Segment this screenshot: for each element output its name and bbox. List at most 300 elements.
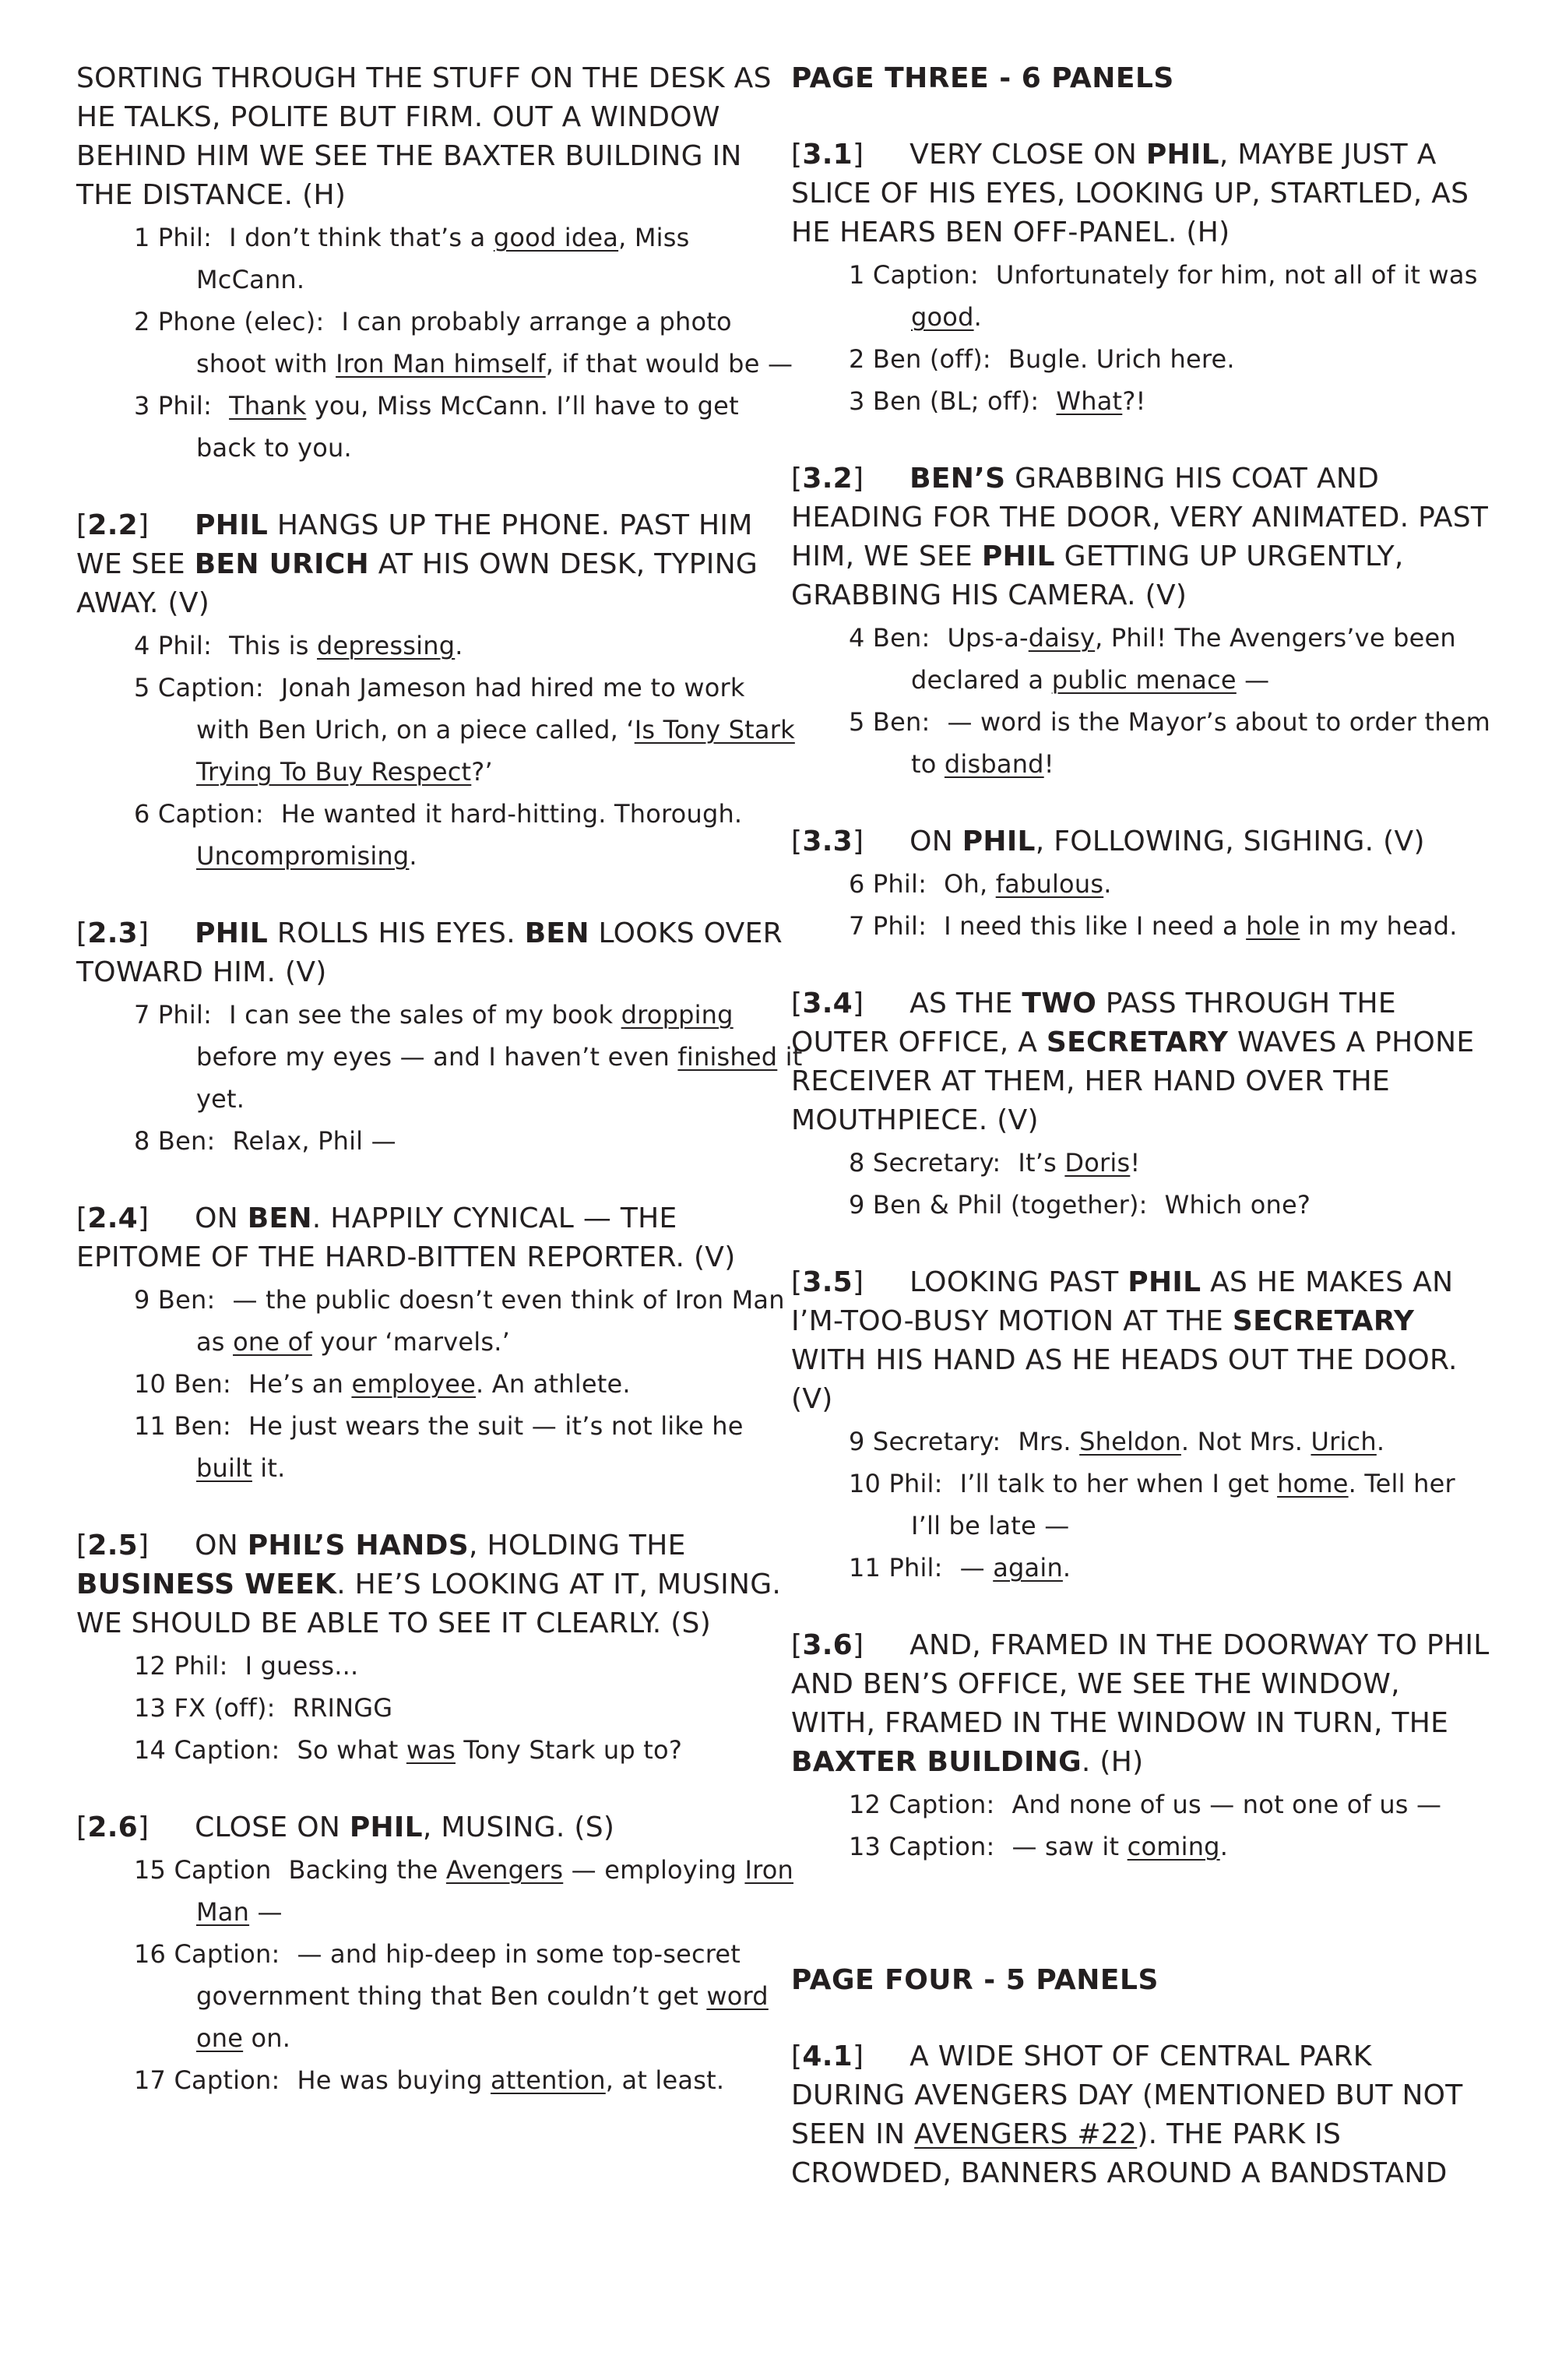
dialogue-line (791, 863, 1492, 905)
dialogue-text (196, 799, 742, 871)
dialogue-text (911, 1469, 1455, 1540)
text-run: Oh, (944, 869, 996, 899)
text-run: , MAYBE JUST A SLICE OF HIS EYES, LOOKING UP, STARTLED, AS HE HEARS BEN OFF-PANEL. (H) (791, 139, 1469, 248)
speaker-label: 12 Caption: (849, 1790, 995, 1819)
speaker-label: 16 Caption: (134, 1939, 280, 1969)
underlined-text: public menace (1051, 665, 1237, 695)
speaker-label: 3 Phil: (134, 391, 213, 421)
dialogue-text (944, 869, 1112, 899)
bracket-close: ] (853, 139, 910, 171)
bracket-close: ] (138, 1530, 195, 1561)
text-run: AS THE (909, 988, 1022, 1019)
panel-description (76, 1199, 804, 1277)
text-run: Tony Stark up to? (455, 1735, 683, 1765)
text-run: ). THE PARK IS CROWDED, BANNERS AROUND A BANDSTAND (791, 2118, 1448, 2189)
panel-number: 3.5 (802, 1266, 853, 1298)
panel-description (791, 459, 1492, 615)
speaker-label: 1 Caption: (849, 260, 979, 290)
bracket-open: [ (791, 139, 803, 171)
bold-text: PHIL (1128, 1266, 1201, 1298)
text-run: . HAPPILY CYNICAL — THE EPITOME OF THE HARD-BITTEN REPORTER. (V) (76, 1202, 736, 1273)
bracket-close: ] (853, 826, 910, 857)
dialogue-text (229, 631, 463, 660)
dialogue-text (196, 673, 795, 787)
panel-number: 3.1 (802, 139, 853, 171)
panel-lines (76, 1645, 804, 1771)
dialogue-text (911, 260, 1478, 332)
panel-lines (76, 1849, 804, 2101)
bold-text: PHIL (1145, 139, 1219, 171)
bracket-close: ] (853, 1266, 910, 1298)
text-run: ON (909, 826, 962, 857)
panel-number: 2.4 (87, 1202, 139, 1234)
bold-text: PHIL (962, 826, 1036, 857)
text-run: . Tell her I’ll be late — (911, 1469, 1455, 1540)
text-run: it yet. (196, 1042, 803, 1114)
speaker-label: 2 Phone (elec): (134, 307, 325, 336)
text-run: WITH HIS HAND AS HE HEADS OUT THE DOOR. (V) (791, 1344, 1458, 1415)
text-run: Jonah Jameson had hired me to work with Ben Urich, on a piece called, ‘ (196, 673, 745, 745)
text-run: A WIDE SHOT OF CENTRAL PARK DURING AVENGERS DAY (MENTIONED BUT NOT SEEN IN (791, 2040, 1463, 2150)
underlined-text: home (1277, 1469, 1349, 1498)
page-four-heading: PAGE FOUR - 5 PANELS (791, 1964, 1159, 1996)
text-run: — (959, 1553, 994, 1583)
text-run: , HOLDING THE (468, 1530, 686, 1561)
dialogue-text (248, 1369, 631, 1399)
text-run: . (455, 631, 463, 660)
underlined-text: fabulous (995, 869, 1104, 899)
text-run: — word is the Mayor’s about to order them to (911, 707, 1490, 779)
speaker-label: 12 Phil: (134, 1651, 228, 1681)
text-run: on. (243, 2023, 291, 2053)
dialogue-text (293, 1693, 393, 1723)
underlined-text: good idea (493, 223, 619, 252)
panel-number: 4.1 (802, 2040, 853, 2072)
bracket-close: ] (853, 2040, 910, 2072)
bold-text: BEN URICH (194, 548, 369, 580)
speaker-label: 15 Caption (134, 1855, 272, 1885)
panel-3-3 (791, 822, 1492, 947)
underlined-text: attention (490, 2065, 606, 2095)
text-run: It’s (1018, 1148, 1065, 1178)
text-run: ! (1130, 1148, 1141, 1178)
panel-2-3 (76, 914, 804, 1162)
underlined-text: employee (351, 1369, 476, 1399)
bold-text: BAXTER BUILDING (791, 1746, 1082, 1778)
bold-text: PHIL (195, 917, 269, 949)
text-run: I guess... (245, 1651, 359, 1681)
dialogue-line (76, 1687, 804, 1729)
bracket-open: [ (791, 463, 803, 495)
dialogue-text (232, 1126, 396, 1156)
page-three-heading: PAGE THREE - 6 PANELS (791, 62, 1174, 94)
panel-description (791, 822, 1492, 861)
bracket-close: ] (853, 988, 910, 1019)
text-run: Backing the (288, 1855, 446, 1885)
bold-text: BEN (524, 917, 589, 949)
underlined-text: AVENGERS #22 (914, 2118, 1138, 2150)
bold-text: PHIL’S HANDS (247, 1530, 469, 1561)
text-run: — employing (563, 1855, 745, 1885)
panel-number: 2.5 (87, 1530, 139, 1561)
text-run: your ‘marvels.’ (311, 1327, 510, 1357)
dialogue-text (1011, 1790, 1441, 1819)
underlined-text: built (196, 1453, 252, 1483)
dialogue-line (791, 617, 1492, 701)
dialogue-line (76, 1363, 804, 1405)
text-run: . HE’S LOOKING AT IT, MUSING. WE SHOULD BE ABLE TO SEE IT CLEARLY. (S) (76, 1568, 782, 1639)
text-run: . (409, 841, 417, 871)
text-run: — and hip-deep in some top-secret government thing that Ben couldn’t get (196, 1939, 741, 2011)
text-run: AND, FRAMED IN THE DOORWAY TO PHIL AND BEN’S OFFICE, WE SEE THE WINDOW, WITH, FRAMED IN THE WINDOW IN TURN, THE (791, 1629, 1490, 1739)
speaker-label: 8 Secretary: (849, 1148, 1001, 1178)
text-run: I don’t think that’s a (229, 223, 494, 252)
dialogue-text (1056, 386, 1145, 416)
text-run: This is (229, 631, 317, 660)
underlined-text: again (993, 1553, 1063, 1583)
panel-number: 3.4 (802, 988, 853, 1019)
dialogue-line (76, 1120, 804, 1162)
bracket-open: [ (76, 509, 88, 541)
page-three-panels (791, 136, 1492, 1868)
panel-lines (791, 863, 1492, 947)
dialogue-line (791, 1825, 1492, 1868)
speaker-label: 10 Ben: (134, 1369, 231, 1399)
text-run: . An athlete. (476, 1369, 631, 1399)
speaker-label: 9 Secretary: (849, 1427, 1001, 1456)
panel-4-1 (791, 2037, 1492, 2193)
underlined-text: Iron Man himself (336, 349, 546, 378)
text-run: in my head. (1300, 911, 1458, 941)
text-run: it. (252, 1453, 286, 1483)
underlined-text: daisy (1028, 623, 1096, 653)
dialogue-text (196, 1939, 769, 2053)
dialogue-line (791, 1783, 1492, 1825)
text-run: ON (195, 1530, 248, 1561)
page-four-panels (791, 2037, 1492, 2193)
panel-3-5 (791, 1263, 1492, 1589)
text-run: He wanted it hard-hitting. Thorough. (280, 799, 743, 829)
speaker-label: 17 Caption: (134, 2065, 280, 2095)
panel-description (791, 984, 1492, 1140)
text-run: you, Miss McCann. I’ll have to get back to you. (196, 391, 739, 463)
underlined-text: Sheldon (1079, 1427, 1181, 1456)
dialogue-text (196, 1855, 793, 1927)
text-run: PASS THROUGH THE OUTER OFFICE, A (791, 988, 1396, 1058)
text-run: — saw it (1011, 1832, 1128, 1861)
text-run: CLOSE ON (195, 1811, 350, 1843)
text-run: . (1062, 1553, 1071, 1583)
speaker-label: 5 Ben: (849, 707, 931, 737)
speaker-label: 13 FX (off): (134, 1693, 276, 1723)
bracket-open: [ (791, 1266, 803, 1298)
text-run: He’s an (248, 1369, 352, 1399)
underlined-text: word one (196, 1981, 769, 2053)
bold-text: BEN (247, 1202, 312, 1234)
dialogue-text (911, 707, 1490, 779)
speaker-label: 10 Phil: (849, 1469, 943, 1498)
panel-number: 3.2 (802, 463, 853, 495)
left-panels (76, 506, 804, 2101)
bracket-close: ] (853, 1629, 910, 1661)
speaker-label: 6 Caption: (134, 799, 264, 829)
speaker-label: 3 Ben (BL; off): (849, 386, 1040, 416)
text-run: , at least. (605, 2065, 725, 2095)
text-run: , if that would be — (545, 349, 793, 378)
dialogue-line (76, 217, 804, 301)
text-run: . (973, 302, 982, 332)
text-run: I can probably arrange a photo shoot with (196, 307, 732, 378)
bracket-open: [ (791, 988, 803, 1019)
text-run: WAVES A PHONE RECEIVER AT THEM, HER HAND OVER THE MOUTHPIECE. (V) (791, 1026, 1475, 1136)
underlined-text: finished (677, 1042, 778, 1072)
dialogue-line (76, 625, 804, 667)
bold-text: BUSINESS WEEK (76, 1568, 337, 1600)
text-run: HANGS UP THE PHONE. PAST HIM WE SEE (76, 509, 753, 580)
underlined-text: coming (1127, 1832, 1220, 1861)
text-run: ON (195, 1202, 248, 1234)
bold-text: PHIL (349, 1811, 423, 1843)
text-run: AT HIS OWN DESK, TYPING AWAY. (V) (76, 548, 758, 619)
underlined-text: What (1056, 386, 1123, 416)
text-run: I can see the sales of my book (229, 1000, 621, 1030)
panel-description (76, 506, 804, 623)
text-run: ! (1043, 749, 1054, 779)
text-run: RRINGG (292, 1693, 393, 1723)
panel-lines (76, 625, 804, 877)
text-run: , FOLLOWING, SIGHING. (V) (1035, 826, 1425, 857)
intro-lines (76, 217, 804, 469)
dialogue-line (791, 1421, 1492, 1463)
dialogue-line (791, 1184, 1492, 1226)
dialogue-line (76, 1645, 804, 1687)
bold-text: BEN’S (909, 463, 1006, 495)
dialogue-line (76, 793, 804, 877)
bold-text: TWO (1022, 988, 1097, 1019)
text-run: Relax, Phil — (232, 1126, 396, 1156)
text-run: ?! (1122, 386, 1146, 416)
section-spacer (791, 1905, 1492, 1961)
speaker-label: 13 Caption: (849, 1832, 995, 1861)
text-run: . (H) (1081, 1746, 1144, 1778)
underlined-text: hole (1246, 911, 1300, 941)
bracket-close: ] (138, 1202, 195, 1234)
bracket-open: [ (791, 2040, 803, 2072)
dialogue-line (791, 1463, 1492, 1547)
panel-description (76, 914, 804, 992)
dialogue-line (76, 1729, 804, 1771)
dialogue-text (911, 623, 1456, 695)
text-run: . (1376, 1427, 1385, 1456)
dialogue-line (76, 667, 804, 793)
dialogue-line (76, 385, 804, 469)
speaker-label: 4 Ben: (849, 623, 931, 653)
dialogue-text (1018, 1148, 1140, 1178)
bracket-open: [ (791, 826, 803, 857)
text-run: Ups-a- (947, 623, 1029, 653)
text-run: , Miss McCann. (196, 223, 690, 294)
dialogue-text (960, 1553, 1071, 1583)
text-run: So what (297, 1735, 406, 1765)
dialogue-text (196, 1411, 744, 1483)
panel-3-2 (791, 459, 1492, 785)
dialogue-line (791, 254, 1492, 338)
dialogue-text (245, 1651, 359, 1681)
speaker-label: 11 Phil: (849, 1553, 943, 1583)
dialogue-line (791, 380, 1492, 422)
panel-description (791, 1263, 1492, 1419)
text-run: — the public doesn’t even think of Iron Man as (196, 1285, 785, 1357)
dialogue-text (196, 1000, 803, 1114)
dialogue-text (196, 223, 690, 294)
underlined-text: Iron Man (196, 1855, 793, 1927)
bracket-open: [ (76, 1530, 88, 1561)
bracket-open: [ (76, 1811, 88, 1843)
speaker-label: 11 Ben: (134, 1411, 231, 1441)
panel-description (791, 2037, 1492, 2193)
dialogue-text (1165, 1190, 1311, 1220)
text-run: I’ll talk to her when I get (959, 1469, 1278, 1498)
intro-panel (76, 59, 804, 469)
text-run: LOOKING PAST (909, 1266, 1128, 1298)
text-run: Which one? (1164, 1190, 1311, 1220)
panel-2-5 (76, 1526, 804, 1771)
text-run: He was buying (297, 2065, 491, 2095)
speaker-label: 5 Caption: (134, 673, 264, 702)
text-run: ?’ (471, 757, 493, 787)
panel-2-2 (76, 506, 804, 877)
left-column (76, 59, 804, 2139)
panel-3-4 (791, 984, 1492, 1226)
speaker-label: 7 Phil: (849, 911, 927, 941)
bracket-close: ] (138, 509, 195, 541)
text-run: , Phil! The Avengers’ve been declared a (911, 623, 1456, 695)
text-run: . (1219, 1832, 1229, 1861)
dialogue-line (76, 1279, 804, 1363)
speaker-label: 9 Ben & Phil (together): (849, 1190, 1148, 1220)
underlined-text: Urich (1311, 1427, 1377, 1456)
dialogue-line (791, 1142, 1492, 1184)
intro-description: SORTING THROUGH THE STUFF ON THE DESK AS HE TALKS, POLITE BUT FIRM. OUT A WINDOW BEHIND HIM WE SEE THE BAXTER BUILDING IN THE DISTANCE. (H) (76, 62, 772, 211)
panel-lines (791, 1783, 1492, 1868)
text-run: And none of us — not one of us — (1011, 1790, 1442, 1819)
bracket-open: [ (76, 1202, 88, 1234)
bracket-close: ] (138, 917, 195, 949)
text-run: , MUSING. (S) (422, 1811, 615, 1843)
text-run: He just wears the suit — it’s not like he (248, 1411, 744, 1441)
speaker-label: 9 Ben: (134, 1285, 216, 1315)
panel-number: 2.3 (87, 917, 139, 949)
dialogue-line (76, 1933, 804, 2059)
text-run: ROLLS HIS EYES. (268, 917, 525, 949)
speaker-label: 7 Phil: (134, 1000, 213, 1030)
text-run: before my eyes — and I haven’t even (196, 1042, 678, 1072)
bracket-open: [ (791, 1629, 803, 1661)
dialogue-line (76, 1849, 804, 1933)
dialogue-line (76, 2059, 804, 2101)
dialogue-text (297, 2065, 724, 2095)
panel-3-6 (791, 1626, 1492, 1868)
underlined-text: Doris (1064, 1148, 1131, 1178)
dialogue-line (791, 701, 1492, 785)
underlined-text: was (406, 1735, 456, 1765)
dialogue-line (791, 338, 1492, 380)
panel-lines (76, 1279, 804, 1489)
dialogue-text (1008, 344, 1235, 374)
dialogue-line (76, 1405, 804, 1489)
panel-description (76, 1526, 804, 1643)
dialogue-line (76, 994, 804, 1120)
speaker-label: 2 Ben (off): (849, 344, 991, 374)
panel-number: 3.6 (802, 1629, 853, 1661)
text-run: — (1236, 665, 1270, 695)
bold-text: SECRETARY (1232, 1305, 1415, 1337)
text-run: AS HE MAKES AN I’M-TOO-BUSY MOTION AT THE (791, 1266, 1454, 1337)
dialogue-line (791, 905, 1492, 947)
panel-number: 2.6 (87, 1811, 139, 1843)
speaker-label: 8 Ben: (134, 1126, 216, 1156)
panel-lines (791, 1142, 1492, 1226)
bracket-close: ] (853, 463, 910, 495)
bracket-close: ] (138, 1811, 195, 1843)
text-run: . (1103, 869, 1112, 899)
text-run: I need this like I need a (944, 911, 1247, 941)
panel-2-6 (76, 1808, 804, 2101)
underlined-text: dropping (621, 1000, 734, 1030)
text-run: Bugle. Urich here. (1008, 344, 1235, 374)
underlined-text: one of (233, 1327, 312, 1357)
panel-description (76, 1808, 804, 1847)
underlined-text: good (911, 302, 974, 332)
dialogue-text (196, 1285, 785, 1357)
text-run: LOOKS OVER TOWARD HIM. (V) (76, 917, 783, 988)
speaker-label: 6 Phil: (849, 869, 927, 899)
underlined-text: Thank (229, 391, 307, 421)
dialogue-text (196, 391, 739, 463)
underlined-text: Uncompromising (196, 841, 410, 871)
underlined-text: Avengers (445, 1855, 564, 1885)
bold-text: PHIL (195, 509, 269, 541)
underlined-text: disband (944, 749, 1044, 779)
dialogue-text (944, 911, 1458, 941)
dialogue-line (76, 301, 804, 385)
panel-number: 2.2 (87, 509, 139, 541)
panel-3-1 (791, 136, 1492, 422)
panel-description (791, 136, 1492, 252)
speaker-label: 4 Phil: (134, 631, 213, 660)
panel-lines (791, 254, 1492, 422)
speaker-label: 1 Phil: (134, 223, 213, 252)
bold-text: PHIL (981, 540, 1055, 572)
text-run: . Not Mrs. (1180, 1427, 1311, 1456)
panel-lines (791, 617, 1492, 785)
bold-text: SECRETARY (1046, 1026, 1229, 1058)
bracket-open: [ (76, 917, 88, 949)
right-column (791, 59, 1492, 2230)
text-run: Mrs. (1018, 1427, 1080, 1456)
dialogue-text (297, 1735, 682, 1765)
underlined-text: depressing (316, 631, 456, 660)
dialogue-line (791, 1547, 1492, 1589)
dialogue-text (1018, 1427, 1384, 1456)
text-run: — (249, 1897, 283, 1927)
dialogue-text (1011, 1832, 1228, 1861)
panel-2-4 (76, 1199, 804, 1489)
panel-description (791, 1626, 1492, 1782)
panel-number: 3.3 (802, 826, 853, 857)
panel-lines (76, 994, 804, 1162)
text-run: Unfortunately for him, not all of it was (995, 260, 1478, 290)
